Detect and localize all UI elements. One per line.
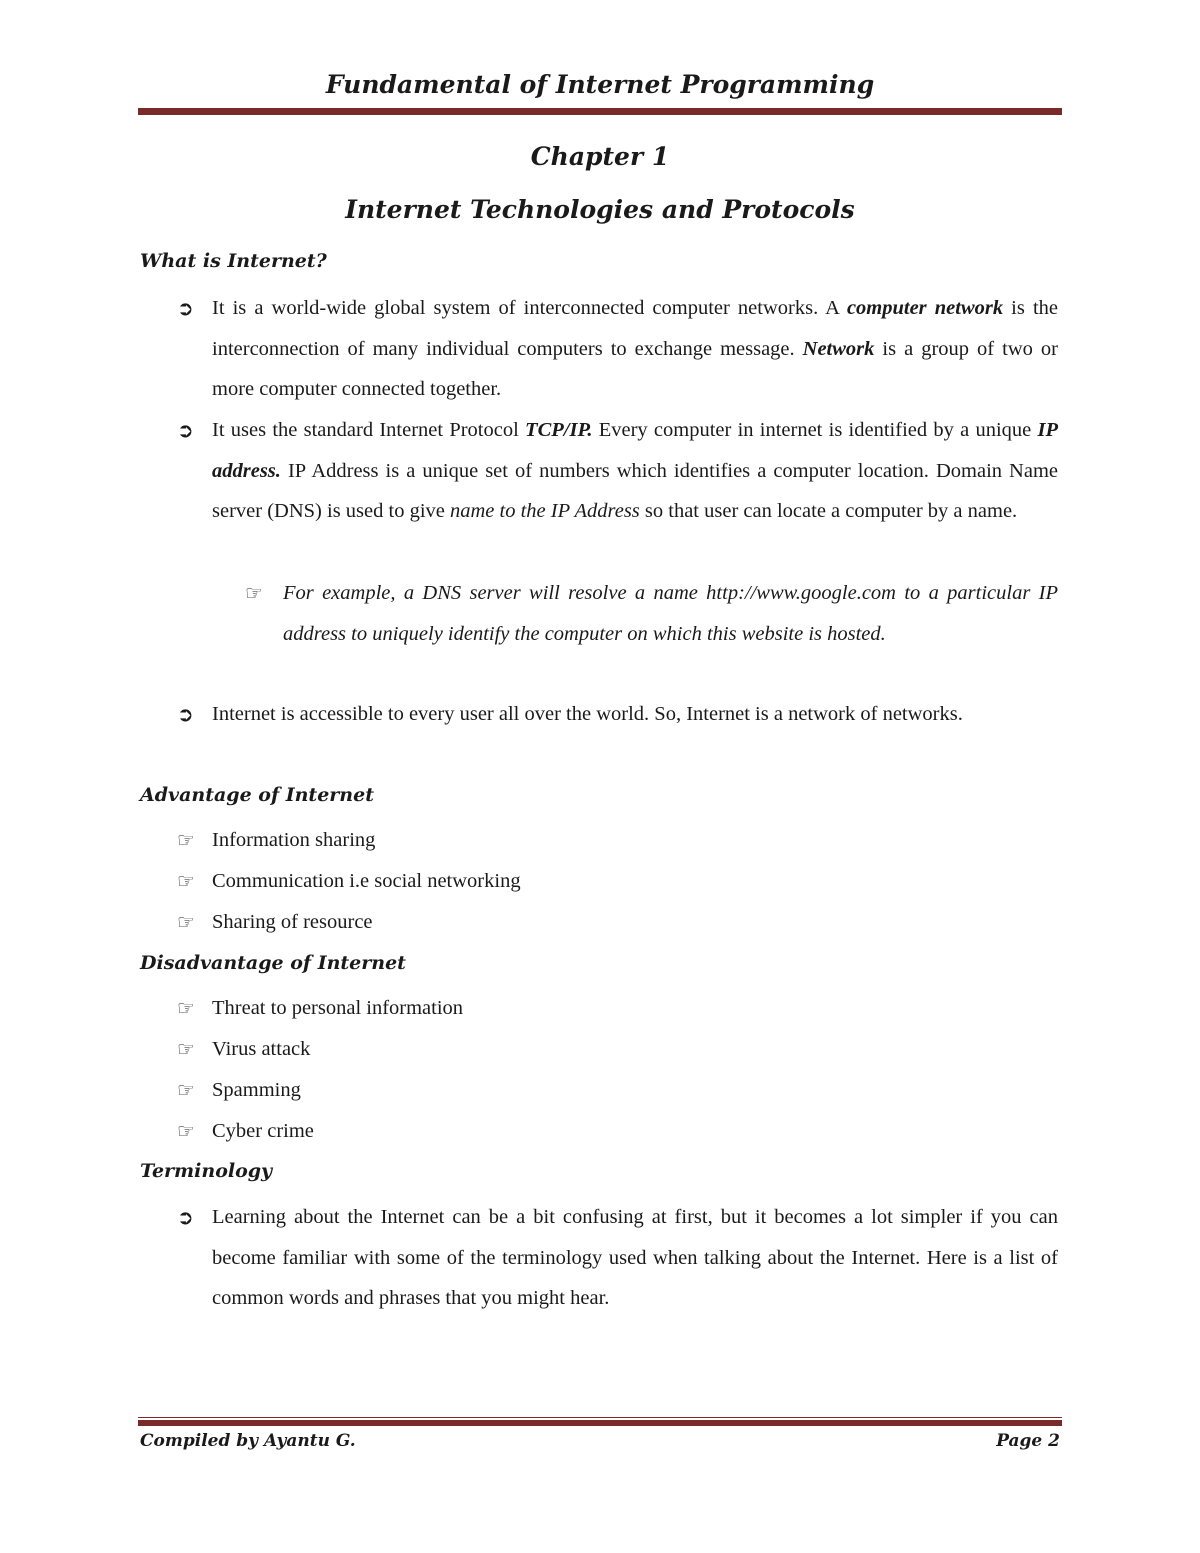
advantage-item: Communication i.e social networking <box>212 870 521 892</box>
pointing-hand-icon: ☞ <box>177 1119 195 1143</box>
footer-rule <box>138 1420 1062 1426</box>
paragraph-internet-definition: It is a world-wide global system of interconnected computer networks. A computer network is the interconnection of many individual computers to exchange message. Network is a group of two or more computer connected together. <box>212 297 1058 401</box>
chapter-number: Chapter 1 <box>530 142 670 171</box>
section-heading-terminology: Terminology <box>140 1160 273 1182</box>
disadvantage-item: Virus attack <box>212 1038 311 1060</box>
pointing-hand-icon: ☞ <box>245 581 263 605</box>
pointing-hand-icon: ☞ <box>177 1078 195 1102</box>
advantage-item: Sharing of resource <box>212 911 373 933</box>
arrow-bullet-icon: ➲ <box>177 296 194 320</box>
chapter-title: Internet Technologies and Protocols <box>345 195 855 224</box>
paragraph-tcp-ip: It uses the standard Internet Protocol TCP/IP. Every computer in internet is identified by a unique IP address. IP Address is a unique set of numbers which identifies a computer location. Domain Name server (DNS) is used to give name to the IP Address so that user can locate a computer by a name. <box>212 419 1059 523</box>
disadvantage-item: Threat to personal information <box>212 997 464 1019</box>
pointing-hand-icon: ☞ <box>177 828 195 852</box>
arrow-bullet-icon: ➲ <box>177 418 194 442</box>
footer-author: Compiled by Ayantu G. <box>140 1431 356 1451</box>
paragraph-terminology: Learning about the Internet can be a bit confusing at first, but it becomes a lot simpler if you can become familiar with some of the terminology used when talking about the Internet. Here is a list of common words and phrases that you might hear. <box>212 1206 1058 1310</box>
paragraph-dns-example: For example, a DNS server will resolve a name http://www.google.com to a particular IP address to uniquely identify the computer on which this website is hosted. <box>283 582 1058 645</box>
header-rule <box>138 108 1062 115</box>
arrow-bullet-icon: ➲ <box>177 1205 194 1229</box>
section-heading-what-is-internet: What is Internet? <box>140 250 327 272</box>
advantage-item: Information sharing <box>212 829 376 851</box>
section-heading-advantages: Advantage of Internet <box>140 784 374 806</box>
footer-page-number: Page 2 <box>996 1431 1060 1451</box>
arrow-bullet-icon: ➲ <box>177 702 194 726</box>
section-heading-disadvantages: Disadvantage of Internet <box>140 952 406 974</box>
footer-rule-thin <box>138 1417 1062 1418</box>
page-header-title: Fundamental of Internet Programming <box>325 70 875 99</box>
disadvantage-item: Spamming <box>212 1079 301 1101</box>
pointing-hand-icon: ☞ <box>177 869 195 893</box>
disadvantage-item: Cyber crime <box>212 1120 314 1142</box>
pointing-hand-icon: ☞ <box>177 1037 195 1061</box>
pointing-hand-icon: ☞ <box>177 910 195 934</box>
pointing-hand-icon: ☞ <box>177 996 195 1020</box>
paragraph-network-of-networks: Internet is accessible to every user all over the world. So, Internet is a network of networks. <box>212 703 963 725</box>
